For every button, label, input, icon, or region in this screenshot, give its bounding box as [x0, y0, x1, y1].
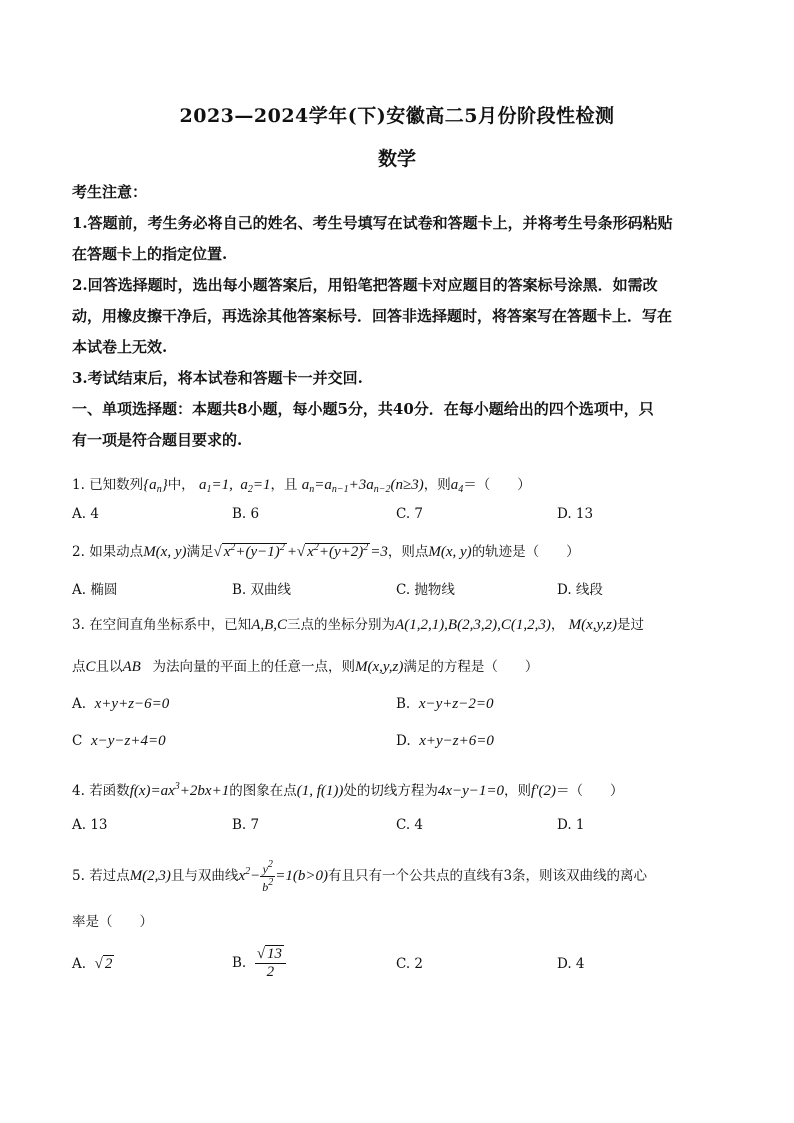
q5-option-b: B. $\frac{√ 13}{2}$	[232, 946, 286, 980]
question-5-line-1: 5. 若过点M(2,3)且与双曲线$x^2-$ $\frac{y^2}{b^2}$ =1(b>0)有且只有一个公共点的直线有3条，则该双曲线的离心	[72, 859, 648, 895]
subject-title: 数学	[377, 148, 416, 170]
q4-option-b: B. 7	[232, 817, 260, 833]
q2-option-a: A. 椭圆	[72, 582, 118, 598]
notice-item-2-line-2: 动，用橡皮擦干净后，再选涂其他答案标号．回答非选择题时，将答案写在答题卡上．写在	[72, 307, 673, 325]
q2-option-c: C. 抛物线	[396, 582, 455, 598]
q3-option-a: A. x+y+z−6=0	[72, 696, 170, 712]
question-5-line-2: 率是（ ）	[72, 914, 153, 930]
notice-item-1-line-1: 1.答题前，考生务必将自己的姓名、考生号填写在试卷和答题卡上，并将考生号条形码粘贴	[72, 214, 673, 232]
question-3-line-2: 点C且以AB⃗为法向量的平面上的任意一点，则M(x,y,z)满足的方程是（ ）	[72, 659, 539, 675]
section-heading-line-1: 一、单项选择题：本题共8小题，每小题5分，共40分．在每小题给出的四个选项中，只	[72, 400, 654, 418]
section-heading-line-2: 有一项是符合题目要求的.	[72, 431, 243, 449]
q1-option-b: B. 6	[232, 506, 260, 522]
q5-option-d: D. 4	[557, 956, 585, 972]
notice-item-1-line-2: 在答题卡上的指定位置.	[72, 245, 228, 263]
q1-option-a: A. 4	[72, 506, 99, 522]
q2-option-b: B. 双曲线	[232, 582, 292, 598]
q4-option-d: D. 1	[557, 817, 585, 833]
q4-option-c: C. 4	[396, 817, 424, 833]
question-1: 1. 已知数列$\{a_n\}$中， $a_1=1$, $a_2=1$，且 $a_n=a_{n-1}+3a_{n-2}(n\ge 3)$，则$a_4=$（ ）	[72, 477, 531, 495]
q2-option-d: D. 线段	[557, 582, 603, 598]
notice-item-3: 3.考试结束后，将本试卷和答题卡一并交回.	[72, 369, 363, 387]
notice-item-2-line-1: 2.回答选择题时，选出每小题答案后，用铅笔把答题卡对应题目的答案标号涂黑．如需改	[72, 276, 658, 294]
q1-option-d: D. 13	[557, 506, 594, 522]
notice-heading: 考生注意：	[72, 183, 148, 201]
q5-option-c: C. 2	[396, 956, 424, 972]
q3-option-d: D. x+y−z+6=0	[396, 733, 494, 749]
q5-option-a: A. √ 2	[72, 956, 113, 972]
q4-option-a: A. 13	[72, 817, 108, 833]
question-3-line-1: 3. 在空间直角坐标系中，已知A,B,C三点的坐标分别为A(1,2,1),B(2,3,2),C(1,2,3)， M(x,y,z)是过	[72, 617, 644, 633]
q1-option-c: C. 7	[396, 506, 424, 522]
page-title: 2023—2024学年(下)安徽高二5月份阶段性检测	[179, 105, 615, 127]
q3-option-b: B. x−y+z−2=0	[396, 696, 494, 712]
q3-option-c: C x−y−z+4=0	[72, 733, 166, 749]
notice-item-2-line-3: 本试卷上无效.	[72, 338, 168, 356]
question-2: 2. 如果动点M(x, y)满足√ $x^2+(y-1)^2$ +√ $x^2+(y+2)^2 =3$，则点M(x, y)的轨迹是（ ）	[72, 542, 580, 560]
question-4: 4. 若函数$f(x)=ax^3+2bx+1$的图象在点(1, f(1))处的切线方程为4x−y−1=0，则f′(2)＝（ ）	[72, 781, 624, 799]
